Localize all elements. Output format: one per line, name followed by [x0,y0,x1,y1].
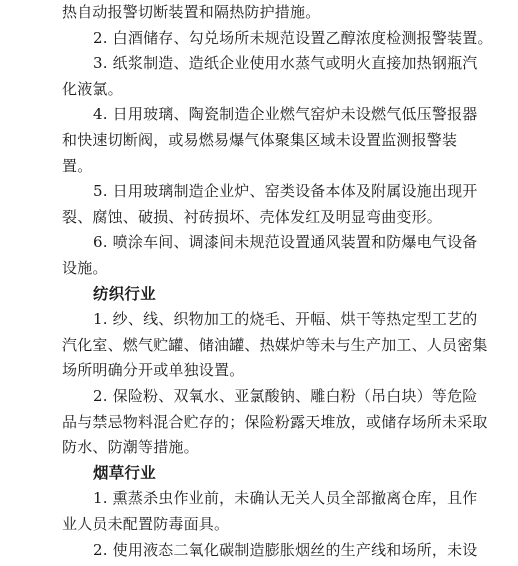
text-line: 热自动报警切断装置和隔热防护措施。 [62,3,321,21]
text-line: 置。 [62,156,93,175]
text-line: 6. 喷涂车间、调漆间未规范设置通风装置和防爆电气设备 [93,233,478,252]
text-line: 4. 日用玻璃、陶瓷制造企业燃气窑炉未设燃气低压警报器 [93,105,478,124]
text-line: 设施。 [62,259,108,277]
text-line: 1. 熏蒸杀虫作业前，未确认无关人员全部撤离仓库，且作 [93,489,478,508]
text-line: 品与禁忌物料混合贮存的；保险粉露天堆放，或储存场所未采取 [62,412,488,431]
text-line: 裂、腐蚀、破损、衬砖损坏、壳体发红及明显弯曲变形。 [62,207,443,226]
text-line: 化液氯。 [62,79,123,98]
text-line: 汽化室、燃气贮罐、储油罐、热媒炉等未与生产加工、人员密集 [62,335,488,354]
text-line: 和快速切断阀，或易燃易爆气体聚集区域未设置监测报警装 [62,131,458,149]
text-line: 1. 纱、线、织物加工的烧毛、开幅、烘干等热定型工艺的 [93,310,478,329]
text-line: 场所明确分开或单独设置。 [62,361,245,380]
section-heading-tobacco: 烟草行业 [93,462,156,482]
text-line: 防水、防潮等措施。 [62,438,199,457]
text-line: 业人员未配置防毒面具。 [62,515,230,533]
text-line: 2. 保险粉、双氧水、亚氯酸钠、雕白粉（吊白块）等危险 [93,387,478,405]
text-line: 3. 纸浆制造、造纸企业使用水蒸气或明火直接加热钢瓶汽 [93,54,478,73]
text-line: 2. 使用液态二氧化碳制造膨胀烟丝的生产线和场所，未设 [93,540,478,559]
section-heading-textile: 纺织行业 [93,283,156,303]
text-line: 5. 日用玻璃制造企业炉、窑类设备本体及附属设施出现开 [93,182,478,201]
text-line: 2. 白酒储存、勾兑场所未规范设置乙醇浓度检测报警装置。 [93,28,493,47]
